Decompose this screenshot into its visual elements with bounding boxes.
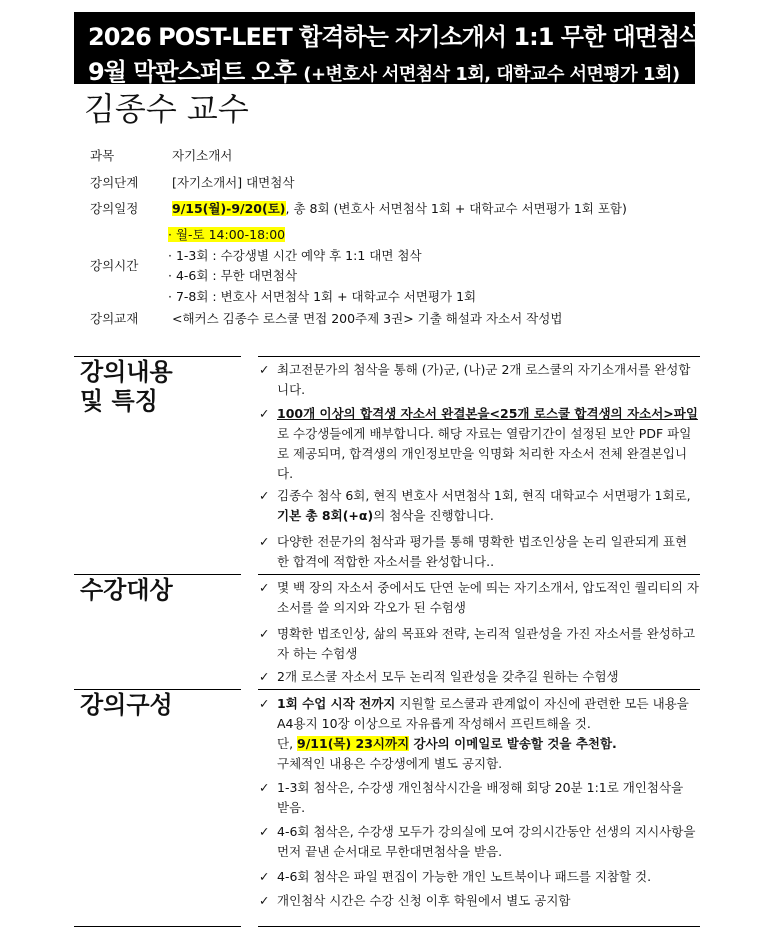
time-line: · 월-토 14:00-18:00 — [168, 227, 286, 242]
section-divider — [258, 574, 700, 575]
list-item: ✓ 김종수 첨삭 6회, 현직 변호사 서면첨삭 1회, 현직 대학교수 서면평가 1회로, 기본 총 8회(+α)의 첨삭을 진행합니다. — [259, 488, 691, 523]
list-item: ✓ 1-3회 첨삭은, 수강생 개인첨삭시간을 배정해 회당 20분 1:1로 개인첨삭을 받음. — [259, 780, 684, 815]
info-value — [172, 199, 627, 217]
check-icon: ✓ — [259, 626, 270, 641]
info-value: 자기소개서 — [172, 148, 233, 163]
check-icon: ✓ — [259, 362, 270, 377]
list-item: ✓ 4-6회 첨삭은 파일 편집이 가능한 개인 노트북이나 패드를 지참할 것. — [259, 867, 699, 887]
list-item: ✓ 개인첨삭 시간은 수강 신청 이후 학원에서 별도 공지함 — [259, 891, 699, 911]
list-item: ✓ 1회 수업 시작 전까지 지원할 로스쿨과 관계없이 자신에 관련한 모든 내용을 A4용지 10장 이상으로 자유롭게 작성해서 프린트해올 것. 단, 9/11(목) 23시까지 강사의 이메일로 발송할 것을 추천함. 구체적인 내용은 수강생에게 별도 공지함. — [259, 696, 689, 771]
banner-title-main: 9월 막판스퍼트 오후 — [88, 58, 304, 86]
info-label: 강의단계 — [90, 175, 139, 190]
section-divider — [258, 926, 700, 927]
info-value: [자기소개서] 대면첨삭 — [172, 175, 295, 190]
check-icon: ✓ — [259, 534, 270, 549]
check-icon: ✓ — [259, 824, 270, 839]
list-item: ✓ 다양한 전문가의 첨삭과 평가를 통해 명확한 법조인상을 논리 일관되게 표현한 합격에 적합한 자소서를 완성합니다.. — [259, 534, 688, 569]
emphasis-text: 기본 총 8회(+α) — [277, 508, 374, 523]
check-icon: ✓ — [259, 780, 270, 795]
check-icon: ✓ — [259, 580, 270, 595]
section-title-structure: 강의구성 — [80, 691, 173, 719]
section-divider — [258, 689, 700, 690]
list-item: ✓ 몇 백 장의 자소서 중에서도 단연 눈에 띄는 자기소개서, 압도적인 퀄리티의 자소서를 쓸 의지와 각오가 된 수험생 — [259, 580, 700, 615]
section-title-target: 수강대상 — [80, 576, 173, 604]
professor-name: 김종수 교수 — [84, 90, 249, 128]
check-icon: ✓ — [259, 488, 270, 503]
section-divider — [258, 356, 700, 357]
check-icon: ✓ — [259, 869, 270, 884]
emphasis-text: 100개 이상의 합격생 자소서 완결본을<25개 로스쿨 합격생의 자소서>파일 — [277, 406, 698, 421]
section-divider — [74, 926, 241, 927]
time-line: · 1-3회 : 수강생별 시간 예약 후 1:1 대면 첨삭 — [168, 248, 422, 263]
list-item: ✓ 4-6회 첨삭은, 수강생 모두가 강의실에 모여 강의시간동안 선생의 지시사항을 먼저 끝낸 순서대로 무한대면첨삭을 받음. — [259, 824, 696, 859]
list-item: ✓ 100개 이상의 합격생 자소서 완결본을<25개 로스쿨 합격생의 자소서>파일로 수강생들에게 배부합니다. 해당 자료는 열람기간이 설정된 보안 PDF 파일로 제공되며, 합격생의 개인정보만을 익명화 처리한 자소서 전체 완결본입니다. — [259, 406, 698, 481]
check-icon: ✓ — [259, 696, 270, 711]
deadline-highlight: 9/11(목) 23시까지 — [297, 736, 410, 751]
info-value: <해커스 김종수 로스쿨 면접 200주제 3권> 기출 해설과 자소서 작성법 — [172, 311, 563, 326]
check-icon: ✓ — [259, 893, 270, 908]
banner-title-sub: (+변호사 서면첨삭 1회, 대학교수 서면평가 1회) — [303, 64, 680, 85]
check-icon: ✓ — [259, 669, 270, 684]
banner-title-line1: 2026 POST-LEET 합격하는 자기소개서 1:1 무한 대면첨삭 — [88, 23, 702, 51]
schedule-dates: 9/15(월)-9/20(토) — [172, 201, 286, 216]
check-icon: ✓ — [259, 406, 270, 421]
list-item: ✓ 최고전문가의 첨삭을 통해 (가)군, (나)군 2개 로스쿨의 자기소개서를 완성합니다. — [259, 362, 691, 397]
section-title-features: 강의내용 및 특징 — [80, 358, 173, 415]
section-divider — [74, 574, 241, 575]
list-item: ✓ 2개 로스쿨 자소서 모두 논리적 일관성을 갖추길 원하는 수험생 — [259, 667, 699, 687]
title-banner — [74, 12, 702, 86]
info-label: 강의시간 — [90, 258, 139, 273]
schedule-detail: , 총 8회 (변호사 서면첨삭 1회 + 대학교수 서면평가 1회 포함) — [285, 201, 627, 216]
section-divider — [74, 689, 241, 690]
banner-title-line2 — [88, 52, 680, 87]
list-item: ✓ 명확한 법조인상, 삶의 목표와 전략, 논리적 일관성을 가진 자소서를 완성하고자 하는 수험생 — [259, 626, 696, 661]
info-label: 강의교재 — [90, 311, 139, 326]
time-line: · 7-8회 : 변호사 서면첨삭 1회 + 대학교수 서면평가 1회 — [168, 289, 477, 304]
emphasis-text: 1회 수업 시작 전까지 — [277, 696, 396, 711]
info-label: 강의일정 — [90, 201, 139, 216]
section-divider — [74, 356, 241, 357]
time-line: · 4-6회 : 무한 대면첨삭 — [168, 268, 298, 283]
info-label: 과목 — [90, 148, 115, 163]
